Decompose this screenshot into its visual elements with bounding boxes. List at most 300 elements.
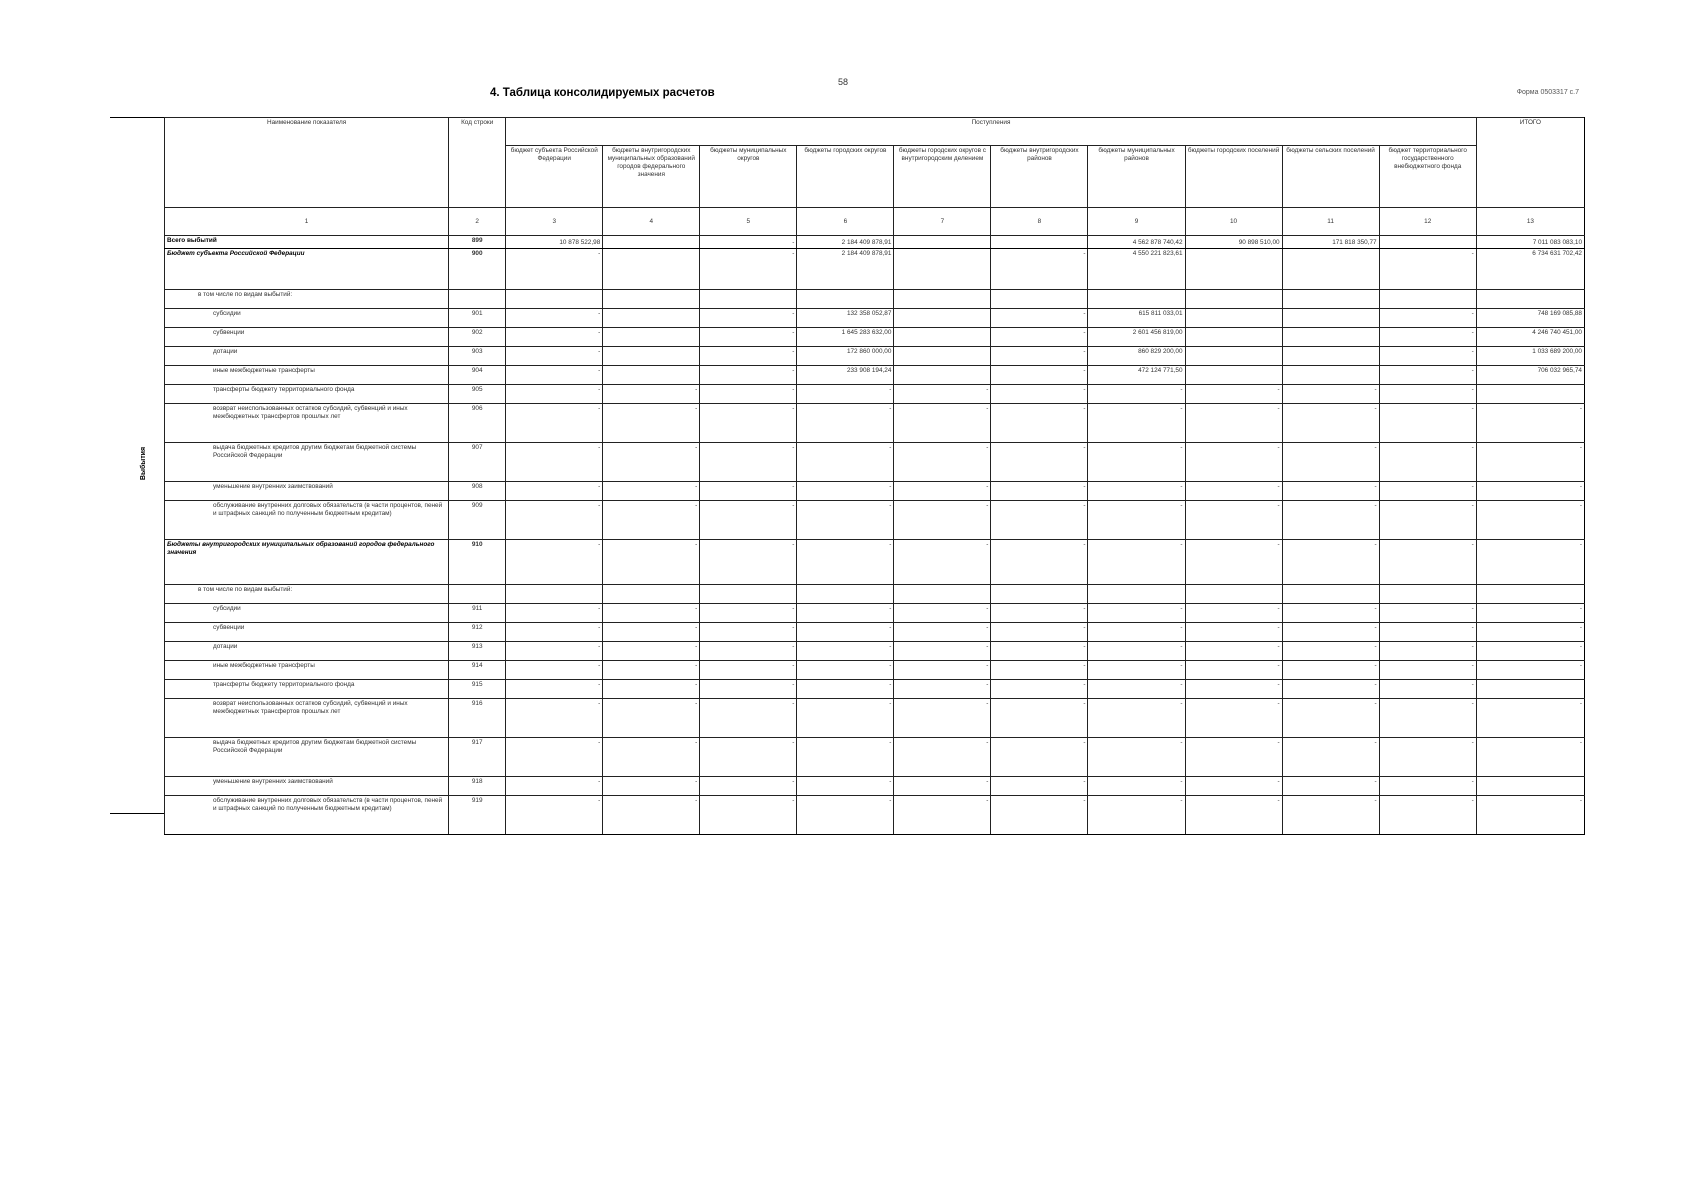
value-cell: - [991,385,1088,404]
left-top-rule [110,117,165,118]
row-name: выдача бюджетных кредитов другим бюджетам бюджетной системы Российской Федерации [165,738,449,777]
table-row [165,501,1585,540]
value-cell: - [1282,777,1379,796]
value-cell: - [1088,540,1185,585]
value-cell: - [603,404,700,443]
value-cell: - [1088,404,1185,443]
value-cell: - [603,796,700,835]
row-name: в том числе по видам выбытий: [165,585,449,604]
value-cell: - [1379,443,1476,482]
table-row [165,661,1585,680]
value-cell: - [894,642,991,661]
value-cell: - [797,796,894,835]
value-cell: - [1379,249,1476,290]
value-cell: - [991,680,1088,699]
value-cell: 4 550 221 823,61 [1088,249,1185,290]
value-cell: - [1185,404,1282,443]
value-cell [1476,680,1584,699]
value-cell: 860 829 200,00 [1088,347,1185,366]
value-cell: 7 011 083 083,10 [1476,236,1584,249]
value-cell: - [506,385,603,404]
value-cell: - [1088,680,1185,699]
value-cell: 1 033 689 200,00 [1476,347,1584,366]
value-cell [1088,585,1185,604]
value-cell: - [797,661,894,680]
row-name: обслуживание внутренних долговых обязательств (в части процентов, пеней и штрафных санкций по полученным бюджетным кредитам) [165,501,449,540]
value-cell: 1 645 283 632,00 [797,328,894,347]
value-cell [603,585,700,604]
column-number: 10 [1185,208,1282,236]
row-code [449,585,506,604]
value-cell [991,290,1088,309]
row-code: 905 [449,385,506,404]
value-cell: - [1088,623,1185,642]
header-receipts: Поступления [506,118,1477,146]
value-cell: - [1185,501,1282,540]
side-label-text: Выбытия [140,446,148,481]
row-name: Бюджеты внутригородских муниципальных образований городов федерального значения [165,540,449,585]
value-cell: - [1476,540,1584,585]
column-number: 3 [506,208,603,236]
column-number: 12 [1379,208,1476,236]
row-code: 908 [449,482,506,501]
value-cell: - [1379,366,1476,385]
value-cell [894,585,991,604]
row-name: возврат неиспользованных остатков субсидий, субвенций и иных межбюджетных трансфертов прошлых лет [165,699,449,738]
value-cell: - [506,347,603,366]
table-row [165,777,1585,796]
value-cell: - [1476,604,1584,623]
row-name: трансферты бюджету территориального фонда [165,680,449,699]
value-cell [700,585,797,604]
column-number: 11 [1282,208,1379,236]
column-number: 6 [797,208,894,236]
value-cell [894,249,991,290]
value-cell: - [1088,738,1185,777]
value-cell: - [1379,604,1476,623]
row-name: уменьшение внутренних заимствований [165,482,449,501]
value-cell [894,328,991,347]
value-cell: - [700,680,797,699]
value-cell [894,309,991,328]
value-cell: - [1185,699,1282,738]
value-cell [1282,290,1379,309]
value-cell: - [1282,443,1379,482]
row-name: субсидии [165,604,449,623]
value-cell: - [991,347,1088,366]
value-cell: - [1282,385,1379,404]
value-cell: 2 184 409 878,91 [797,249,894,290]
value-cell: - [700,482,797,501]
header-name: Наименование показателя [165,118,449,208]
row-name: выдача бюджетных кредитов другим бюджетам бюджетной системы Российской Федерации [165,443,449,482]
value-cell: - [1282,738,1379,777]
page-number: 58 [838,77,849,87]
column-number: 9 [1088,208,1185,236]
value-cell: - [700,796,797,835]
row-name: уменьшение внутренних заимствований [165,777,449,796]
header-code: Код строки [449,118,506,208]
value-cell [1282,309,1379,328]
value-cell: - [797,501,894,540]
value-cell: - [506,699,603,738]
value-cell: - [1379,642,1476,661]
value-cell: - [603,385,700,404]
row-name: иные межбюджетные трансферты [165,366,449,385]
value-cell: - [991,738,1088,777]
value-cell: - [1088,443,1185,482]
value-cell: - [1379,540,1476,585]
value-cell: - [603,623,700,642]
row-code: 919 [449,796,506,835]
value-cell: - [797,482,894,501]
value-cell: - [1185,680,1282,699]
value-cell: - [1185,623,1282,642]
value-cell: - [506,661,603,680]
value-cell: - [1476,699,1584,738]
table-row [165,366,1585,385]
value-cell [603,309,700,328]
table-row [165,699,1585,738]
value-cell: - [894,623,991,642]
value-cell: - [797,738,894,777]
value-cell: - [1379,404,1476,443]
header-column: бюджеты городских округов [797,146,894,208]
value-cell: - [1379,680,1476,699]
value-cell: - [700,540,797,585]
value-cell: - [1379,661,1476,680]
row-name: в том числе по видам выбытий: [165,290,449,309]
value-cell: - [894,777,991,796]
value-cell: 172 860 000,00 [797,347,894,366]
value-cell: - [1476,623,1584,642]
value-cell: - [1379,501,1476,540]
value-cell: - [700,249,797,290]
value-cell: - [506,796,603,835]
value-cell: - [1185,661,1282,680]
row-name: трансферты бюджету территориального фонда [165,385,449,404]
value-cell: - [1088,385,1185,404]
value-cell: - [1379,309,1476,328]
value-cell: - [1476,661,1584,680]
value-cell: 2 184 409 878,91 [797,236,894,249]
value-cell: - [700,777,797,796]
value-cell [603,366,700,385]
value-cell: - [506,777,603,796]
row-code: 915 [449,680,506,699]
value-cell [1185,585,1282,604]
value-cell [1379,236,1476,249]
row-code: 903 [449,347,506,366]
value-cell [1282,328,1379,347]
table-row [165,680,1585,699]
value-cell [1476,585,1584,604]
value-cell: - [603,642,700,661]
value-cell: - [506,623,603,642]
form-code: Форма 0503317 с.7 [1516,89,1579,96]
row-name: субвенции [165,623,449,642]
value-cell: - [1088,699,1185,738]
table-row [165,385,1585,404]
value-cell [894,236,991,249]
value-cell: 171 818 350,77 [1282,236,1379,249]
table-row [165,585,1585,604]
value-cell: - [894,482,991,501]
value-cell: - [797,777,894,796]
value-cell: - [700,738,797,777]
value-cell: - [700,347,797,366]
value-cell [603,236,700,249]
value-cell: - [991,309,1088,328]
value-cell: - [506,443,603,482]
value-cell: - [506,366,603,385]
table-row [165,404,1585,443]
header-total: ИТОГО [1476,118,1584,208]
value-cell [1185,249,1282,290]
value-cell: - [1379,777,1476,796]
row-code: 909 [449,501,506,540]
value-cell: - [506,249,603,290]
value-cell: - [991,777,1088,796]
value-cell: - [1088,796,1185,835]
row-code: 914 [449,661,506,680]
value-cell: - [1185,604,1282,623]
value-cell: - [1476,738,1584,777]
value-cell: - [700,604,797,623]
value-cell: - [506,642,603,661]
column-number: 1 [165,208,449,236]
row-code: 918 [449,777,506,796]
value-cell: - [1379,347,1476,366]
value-cell: - [991,699,1088,738]
value-cell: - [603,680,700,699]
value-cell: - [991,642,1088,661]
value-cell: - [1282,661,1379,680]
value-cell: - [894,604,991,623]
row-name: обслуживание внутренних долговых обязательств (в части процентов, пеней и штрафных санкций по полученным бюджетным кредитам) [165,796,449,835]
value-cell: - [603,777,700,796]
value-cell: - [1088,661,1185,680]
value-cell: - [894,680,991,699]
row-code [449,290,506,309]
value-cell: - [797,404,894,443]
value-cell [506,290,603,309]
header-column: бюджеты сельских поселений [1282,146,1379,208]
value-cell [1185,366,1282,385]
value-cell [1185,328,1282,347]
row-name: субвенции [165,328,449,347]
table-row [165,482,1585,501]
value-cell: - [797,699,894,738]
value-cell [603,347,700,366]
value-cell [991,236,1088,249]
value-cell: - [991,623,1088,642]
value-cell [1476,777,1584,796]
value-cell: - [894,540,991,585]
value-cell: - [797,642,894,661]
value-cell: - [506,482,603,501]
table-row [165,642,1585,661]
value-cell: - [894,385,991,404]
consolidated-table [164,117,1585,835]
value-cell [700,290,797,309]
value-cell: - [700,623,797,642]
value-cell: - [797,680,894,699]
value-cell [1185,309,1282,328]
value-cell: - [1282,623,1379,642]
row-name: субсидии [165,309,449,328]
value-cell: - [700,328,797,347]
value-cell: - [991,661,1088,680]
value-cell: - [700,236,797,249]
value-cell: - [1282,404,1379,443]
value-cell [1379,290,1476,309]
row-name: дотации [165,347,449,366]
table-row [165,540,1585,585]
value-cell: 10 878 522,98 [506,236,603,249]
value-cell: 233 908 194,24 [797,366,894,385]
value-cell: - [894,661,991,680]
value-cell: - [1088,777,1185,796]
row-name: Бюджет субъекта Российской Федерации [165,249,449,290]
value-cell: - [991,796,1088,835]
value-cell: - [1379,328,1476,347]
value-cell: - [1282,680,1379,699]
row-code: 906 [449,404,506,443]
value-cell: - [1282,699,1379,738]
row-code: 911 [449,604,506,623]
value-cell: 132 358 052,87 [797,309,894,328]
table-row [165,347,1585,366]
header-column: бюджеты городских округов с внутригородским делением [894,146,991,208]
value-cell: - [506,604,603,623]
value-cell: - [1185,796,1282,835]
page-title: 4. Таблица консолидируемых расчетов [490,87,715,99]
value-cell: - [1185,443,1282,482]
value-cell: - [1476,642,1584,661]
header-column: бюджеты муниципальных округов [700,146,797,208]
row-code: 900 [449,249,506,290]
value-cell: - [894,738,991,777]
value-cell: - [506,680,603,699]
value-cell: - [700,699,797,738]
value-cell: - [797,443,894,482]
value-cell: - [1282,604,1379,623]
value-cell: - [894,699,991,738]
value-cell [991,585,1088,604]
value-cell [797,585,894,604]
value-cell: - [700,366,797,385]
value-cell: - [1476,482,1584,501]
value-cell: - [603,482,700,501]
row-code: 902 [449,328,506,347]
value-cell: - [1282,796,1379,835]
value-cell: - [1379,482,1476,501]
value-cell: - [1476,501,1584,540]
value-cell [1282,585,1379,604]
value-cell: - [1282,501,1379,540]
value-cell: - [1088,501,1185,540]
value-cell: - [991,501,1088,540]
table-row [165,309,1585,328]
table-row [165,236,1585,249]
value-cell: 706 032 965,74 [1476,366,1584,385]
value-cell: - [894,796,991,835]
value-cell: 6 734 631 702,42 [1476,249,1584,290]
row-code: 912 [449,623,506,642]
value-cell: - [1282,482,1379,501]
value-cell: - [1088,642,1185,661]
value-cell: - [1282,540,1379,585]
header-column: бюджеты внутригородских районов [991,146,1088,208]
value-cell [894,290,991,309]
row-code: 904 [449,366,506,385]
value-cell: - [603,443,700,482]
value-cell: 4 562 878 740,42 [1088,236,1185,249]
value-cell [603,249,700,290]
value-cell: - [603,604,700,623]
value-cell: - [1476,796,1584,835]
value-cell: - [1185,385,1282,404]
row-name: Всего выбытий [165,236,449,249]
column-number: 13 [1476,208,1584,236]
header-column: бюджеты внутригородских муниципальных образований городов федерального значения [603,146,700,208]
row-code: 901 [449,309,506,328]
value-cell [1476,385,1584,404]
value-cell: - [1379,738,1476,777]
value-cell: - [1185,642,1282,661]
header-column: бюджеты городских поселений [1185,146,1282,208]
value-cell: - [603,540,700,585]
value-cell: - [700,661,797,680]
value-cell: - [894,501,991,540]
value-cell: - [506,309,603,328]
value-cell [1185,290,1282,309]
value-cell [1282,249,1379,290]
table-row [165,738,1585,777]
table-row [165,443,1585,482]
value-cell [1476,290,1584,309]
value-cell: - [506,738,603,777]
value-cell: 615 811 033,01 [1088,309,1185,328]
table-row [165,604,1585,623]
value-cell [797,290,894,309]
value-cell: - [603,699,700,738]
value-cell: - [700,501,797,540]
row-code: 910 [449,540,506,585]
value-cell: - [506,501,603,540]
value-cell: - [1379,796,1476,835]
value-cell: - [894,404,991,443]
value-cell [1088,290,1185,309]
value-cell: - [991,604,1088,623]
value-cell: - [797,604,894,623]
value-cell: - [700,385,797,404]
value-cell [506,585,603,604]
value-cell: - [991,482,1088,501]
row-code: 907 [449,443,506,482]
table-row [165,328,1585,347]
value-cell: - [603,501,700,540]
value-cell [894,347,991,366]
value-cell: - [1185,777,1282,796]
value-cell: - [991,249,1088,290]
value-cell [1185,347,1282,366]
value-cell: 748 169 085,88 [1476,309,1584,328]
value-cell: - [700,404,797,443]
value-cell: 4 246 740 451,00 [1476,328,1584,347]
value-cell: - [1185,540,1282,585]
